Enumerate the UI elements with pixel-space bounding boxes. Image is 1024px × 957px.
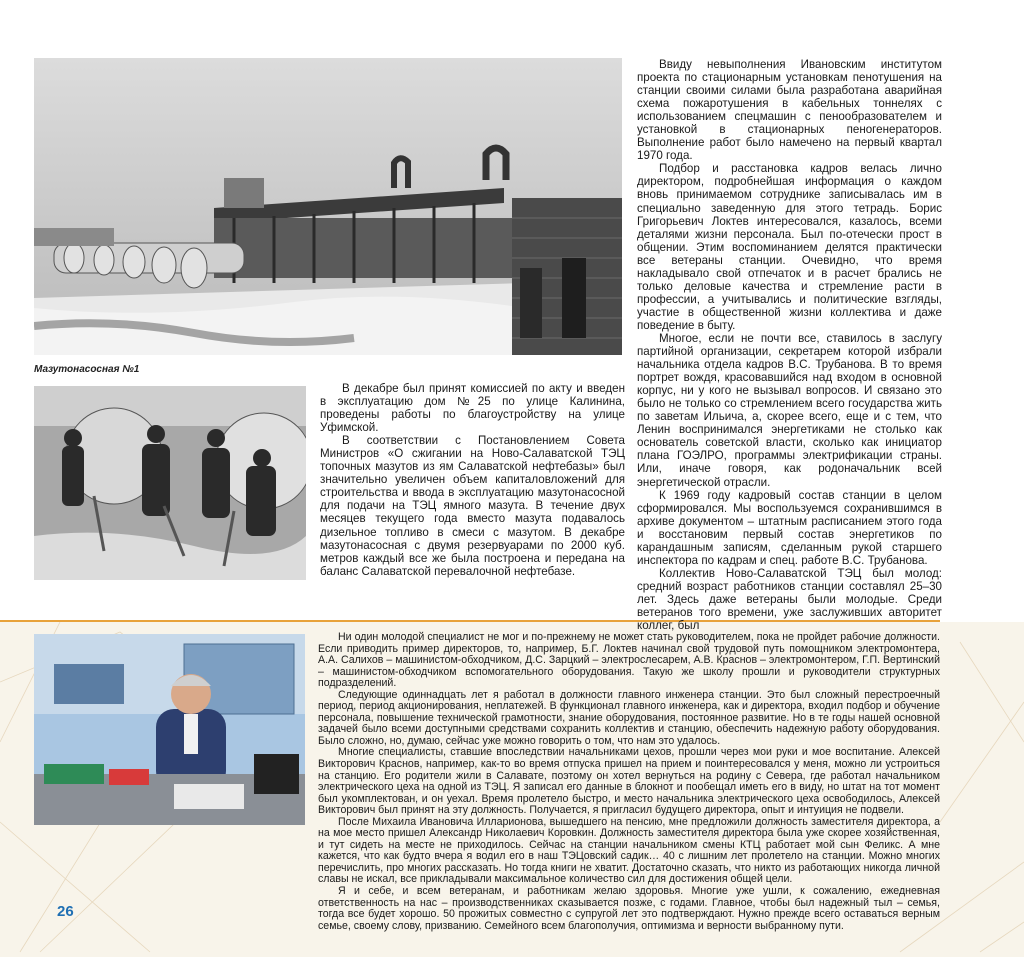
mazut-station-photo — [34, 58, 622, 355]
middle-paragraph: В декабре был принят комиссией по акту и введен в эксплуатацию дом №25 по улице Калинина, проведены работы по благоустройству на улице Уфимской. — [320, 382, 625, 435]
right-paragraph: К 1969 году кадровый состав станции в целом сформировался. Мы воспользуемся сохранившимся в архиве документом – штатным расписанием этого года и восстановим первый состав энергетиков по карандашным записям, сделанным рукой старшего инспектора по кадрам и спец. работе В.С. Трубанова. — [637, 488, 942, 567]
right-paragraph: Многое, если не почти все, ставилось в заслугу партийной организации, секретарем которой избрали начальника отдела кадров В.С. Трубанова. В то время портрет вождя, красовавшийся над входом в основной корпус, ни у кого не вызывал вопросов. И связано это было не только со стремлением всего государства жить по заветам Ильича, а, скорее всего, еще и с тем, что Ленин воспринимался энергетиками не столько как основатель советской власти, сколько как инициатор плана ГОЭЛРО, программы электрификации страны. Или, иначе говоря, как родоначальник всей энергетической отрасли. — [637, 331, 942, 489]
memoir-paragraph: Я и себе, и всем ветеранам, и работникам желаю здоровья. Многие уже ушли, к сожалению, ежедневная ответственность на нас – производственниках сказывается позже, с годами. Главное, чтобы был надежный тыл – семья, тогда все будет хорошо. 50 прожитых совместно с супругой лет это подтверждают. Нужно прежде всего оставаться верным семье, своему слову, призванию. Семейного всем благополучия, оптимизма и верности выбранному пути. — [318, 885, 940, 932]
mazut-station-illustration — [34, 58, 622, 355]
right-paragraph: Подбор и расстановка кадров велась лично директором, подробнейшая информация о каждом вновь принимаемом сотруднике записывалась им в специально заведенную для этого тетрадь. Борис Григорьевич Локтев интересовался, казалось, всеми деталями жизни персонала. Был по-отечески прост в общении. Этим воспоминанием делятся практически все ветераны станции. Очевидно, что время накладывало свой отпечаток и в расчет брались не только деловые качества и стремление расти в профессии, а учитывались и политические взгляды, участие в общественной жизни коллектива и даже поведение в быту. — [637, 162, 942, 332]
memoir-paragraph: Многие специалисты, ставшие впоследствии начальниками цехов, прошли через мои руки и мое воспитание. Алексей Викторович Краснов, например, как-то во время отпуска пришел на прием и поинтересовался у меня, можно ли устроиться на станцию. Его родители жили в Салавате, поэтому он хотел вернуться на родину с Севера, где работал начальником электрического цеха на одной из ТЭЦ. Я записал его данные в блокнот и пообещал иметь его в виду, но штат на тот момент был укомплектован, и он уехал. Время пролетело быстро, и место начальника электрического цеха освободилось, Алексей Викторович был принят на эту должность. Получается, я пригласил будущего директора, опыт и интуиция не подвели. — [318, 746, 940, 817]
right-text-column — [637, 58, 942, 632]
right-paragraph: Коллектив Ново-Салаватской ТЭЦ был молод: средний возраст работников станции составлял 25–30 лет. Здесь даже ветераны были молодые. Среди ветеранов того времени, уже заслуживших авторитет коллег, был — [637, 566, 942, 633]
office-portrait-photo — [34, 634, 305, 825]
middle-paragraph: В соответствии с Постановлением Совета Министров «О сжигании на Ново-Салаватской ТЭЦ топочных мазутов из ям Салаватской нефтебазы» был значительно увеличен объем капиталовложений для строительства и ввода в эксплуатацию мазутонасосной для подачи на ТЭЦ ямного мазута. В течение двух месяцев текущего года вместо мазута подавалось дизельное топливо в смеси с мазутом. В декабре мазутонасосная с двумя резервуарами по 2000 куб. метров каждый все же была построена и передана на баланс Салаватской перевалочной нефтебазе. — [320, 434, 625, 578]
right-paragraph: Ввиду невыполнения Ивановским институтом проекта по стационарным установкам пенотушения на станции своими силами была разработана аварийная схема пожаротушения в кабельных тоннелях с использованием спецмашин с пенообразователем и установкой в стационарных пеногенераторов. Выполнение работ было намечено на первый квартал 1970 года. — [637, 58, 942, 163]
workers-photo — [34, 386, 306, 580]
memoir-paragraph: Ни один молодой специалист не мог и по-прежнему не может стать руководителем, пока не пройдет рабочие должности. Если приводить пример директоров, то, например, Б.Г. Локтев начинал свой трудовой путь помощником электромонтера, А.А. Салихов – машинистом-обходчиком, Д.С. Зарцкий – электрослесарем, А.В. Краснов – электромонтером, Г.П. Вертинский – машинистом-обходчиком вспомогательного оборудования. Такую же школу прошли и руководители структурных подразделений. — [318, 631, 940, 690]
memoir-paragraph: После Михаила Ивановича Илларионова, вышедшего на пенсию, мне предложили должность заместителя директора, а на мое место пришел Александр Николаевич Коровкин. Должность заместителя директора была уже скорее хозяйственная, и тут сидеть на месте не приходилось. Сейчас на станции начальником смены КТЦ работает мой сын Феликс. А мне кажется, что как будто вчера я водил его в наш ТЭЦовский садик… 40 с лишним лет пролетело на станции. Можно многих перечислить, про многих рассказать. Но тогда книги не хватит. Достаточно сказать, что никто из работающих никогда личной славы не искал, все прикладывали максимальное количество сил для достижения общей цели. — [318, 815, 940, 886]
page-number: 26 — [57, 903, 74, 920]
middle-text-column — [320, 382, 625, 578]
workers-illustration — [34, 386, 306, 580]
photo-caption: Мазутонасосная №1 — [34, 364, 140, 375]
office-portrait-illustration — [34, 634, 305, 825]
memoir-paragraph: Следующие одиннадцать лет я работал в должности главного инженера станции. Это был сложный перестроечный период, период акционирования, неплатежей. В функционал главного инженера, как и директора, входил подбор и обучение персонала, повышение технической грамотности, знание оборудования, постоянное развитие. Но в те годы нашей основной задачей было всеми доступными средствами сохранить коллектив и станцию, обеспечить надежную работу оборудования. Было сложно, но, думаю, сейчас уже можно говорить о том, что нам это удалось. — [318, 688, 940, 747]
memoir-text-block — [318, 632, 940, 932]
